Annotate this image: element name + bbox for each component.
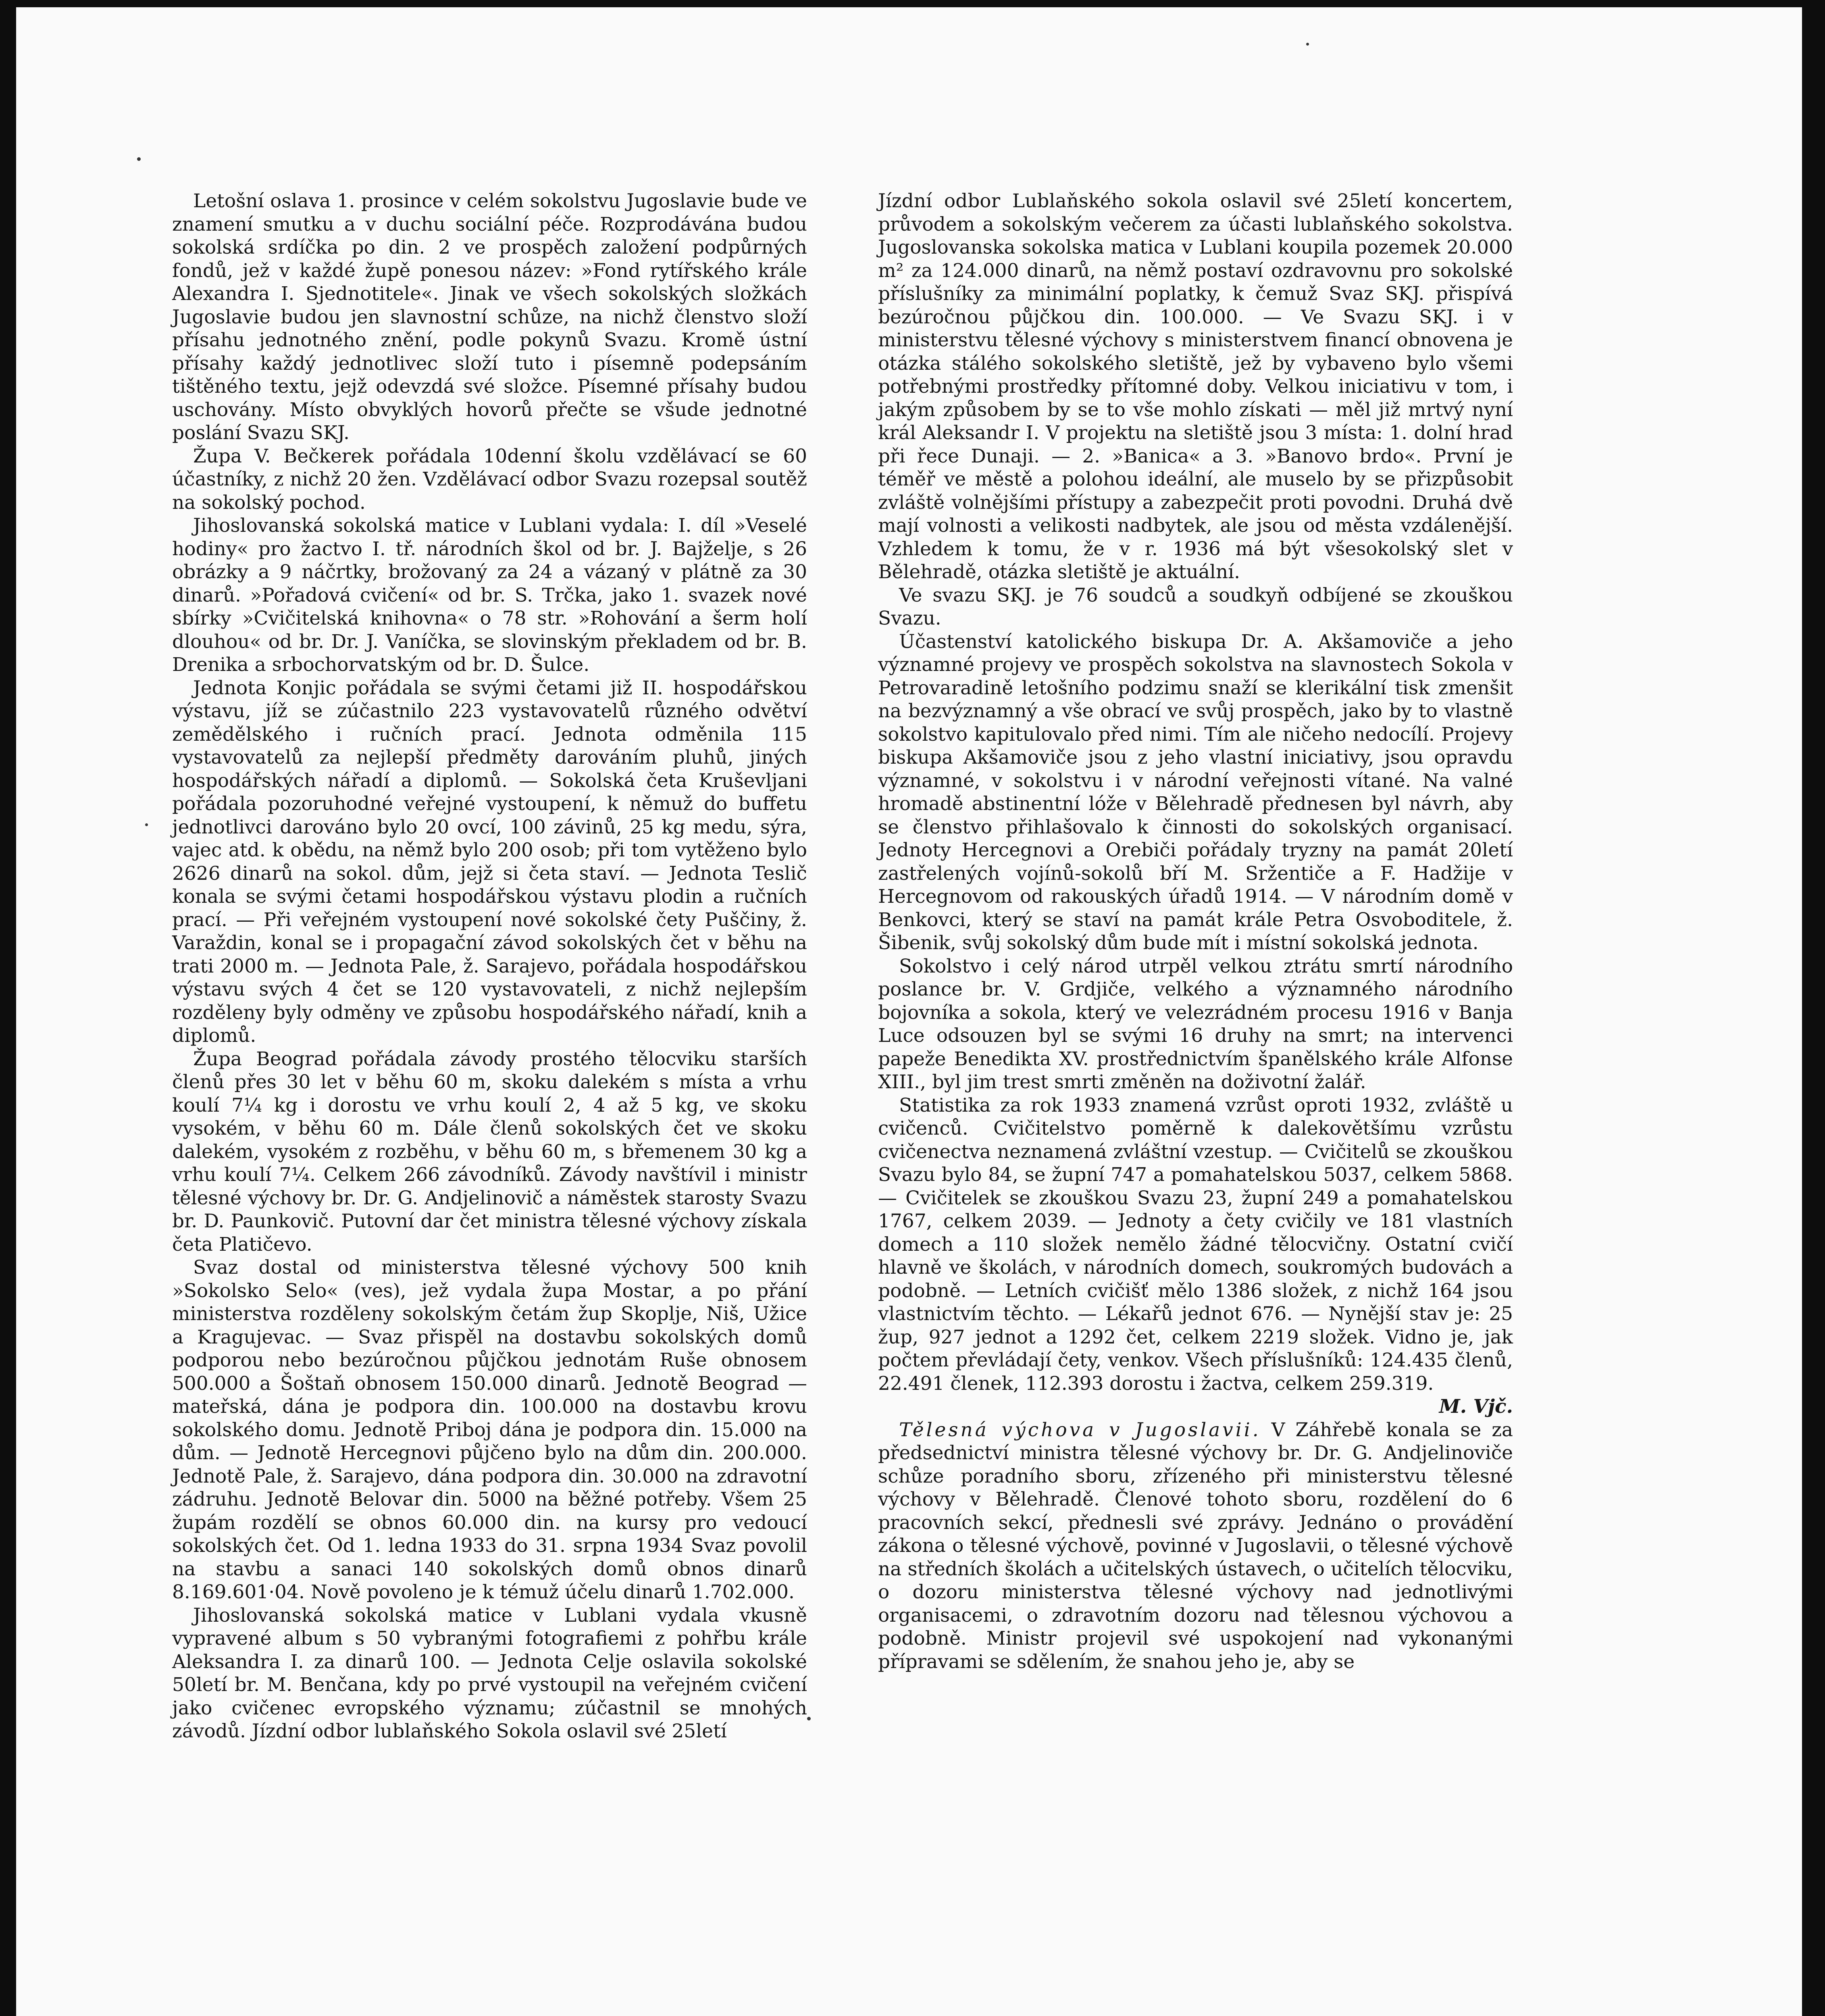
right-column bbox=[878, 190, 1513, 1673]
paragraph: Župa Beograd pořádala závody prostého tělocviku starších členů přes 30 let v běhu 60 m, skoku dalekém s místa a vrhu koulí 7¼ kg i dorostu ve vrhu koulí 2, 4 až 5 kg, ve skoku vysokém, v běhu 60 m. Dále členů sokolských čet ve skoku dalekém, vysokém z rozběhu, v běhu 60 m, s břemenem 30 kg a vrhu koulí 7¼. Celkem 266 závodníků. Závody navštívil i ministr tělesné výchovy br. Dr. G. Andjelinovič a náměstek starosty Svazu br. D. Paunkovič. Putovní dar čet ministra tělesné výchovy získala četa Platičevo. bbox=[172, 1048, 807, 1256]
final-paragraph-text: V Záhřebě konala se za předsednictví ministra tělesné výchovy br. Dr. G. Andjelinoviče schůze poradního sboru, zřízeného při ministerstvu tělesné výchovy v Bělehradě. Členové tohoto sboru, rozdělení do 6 pracovních sekcí, přednesli své zprávy. Jednáno o provádění zákona o tělesné výchově, povinné v Jugoslavii, o tělesné výchově na středních školách a učitelských ústavech, o učitelích tělocviku, o dozoru ministerstva tělesné výchovy nad jednotlivými organisacemi, o zdravotním dozoru nad tělesnou výchovou a podobně. Ministr projevil své uspokojení nad vykonanými přípravami se sdělením, že snahou jeho je, aby se bbox=[878, 1418, 1513, 1673]
paragraph: Ve svazu SKJ. je 76 soudců a soudkyň odbíjené se zkouškou Svazu. bbox=[878, 584, 1513, 629]
margin-speck bbox=[807, 1717, 811, 1720]
paragraph: Letošní oslava 1. prosince v celém sokolstvu Jugoslavie bude ve znamení smutku a v duchu sociální péče. Rozprodávána budou sokolská srdíčka po din. 2 ve prospěch založení podpůrných fondů, jež v každé župě ponesou název: »Fond rytířského krále Alexandra I. Sjednotitele«. Jinak ve všech sokolských složkách Jugoslavie budou jen slavnostní schůze, na nichž členstvo složí přísahu jednotného znění, podle pokynů Svazu. Kromě ústní přísahy každý jednotlivec složí tuto i písemně podepsáním tištěného textu, jejž odevzdá své složce. Písemné přísahy budou uschovány. Místo obvyklých hovorů přečte se všude jednotné poslání Svazu SKJ. bbox=[172, 190, 807, 444]
paragraph: Jízdní odbor Lublaňského sokola oslavil své 25letí koncertem, průvodem a sokolským večerem za účasti lublaňského sokolstva. Jugoslovanska sokolska matica v Lublani koupila pozemek 20.000 m² za 124.000 dinarů, na němž postaví ozdravovnu pro sokolské příslušníky za minimální poplatky, k čemuž Svaz SKJ. přispívá bezúročnou půjčkou din. 100.000. — Ve Svazu SKJ. i v ministerstvu tělesné výchovy s ministerstvem financí obnovena je otázka stálého sokolského sletiště, jež by vybaveno bylo všemi potřebnými prostředky přítomné doby. Velkou iniciativu v tom, i jakým způsobem by se to vše mohlo získati — měl již mrtvý nyní král Aleksandr I. V projektu na sletiště jsou 3 místa: 1. dolní hrad při řece Dunaji. — 2. »Banica« a 3. »Banovo brdo«. První je téměř ve městě a polohou ideální, ale muselo by se přizpůsobit zvláště volnějšími přístupy a zabezpečit proti povodni. Druhá dvě mají volnosti a velikosti nadbytek, ale jsou od města vzdálenější. Vzhledem k tomu, že v r. 1936 má být všesokolský slet v Bělehradě, otázka sletiště je aktuální. bbox=[878, 190, 1513, 583]
margin-speck bbox=[1306, 43, 1309, 46]
paragraph: Jihoslovanská sokolská matice v Lublani vydala: I. díl »Veselé hodiny« pro žactvo I. tř. národních škol od br. J. Bajželje, s 26 obrázky a 9 náčrtky, brožovaný za 24 a vázaný v plátně za 30 dinarů. »Pořadová cvičení« od br. S. Trčka, jako 1. svazek nové sbírky »Cvičitelská knihovna« o 78 str. »Rohování a šerm holí dlouhou« od br. Dr. J. Vaníčka, se slovinským překladem od br. B. Drenika a srbochorvatským od br. D. Šulce. bbox=[172, 514, 807, 676]
statistics-text: Statistika za rok 1933 znamená vzrůst oproti 1932, zvláště u cvičenců. Cvičitelstvo poměrně k dalekovětšímu vzrůstu cvičenectva neznamená zvláštní vzestup. — Cvičitelů se zkouškou Svazu bylo 84, se župní 747 a pomahatelskou 5037, celkem 5868. — Cvičitelek se zkouškou Svazu 23, župní 249 a pomahatelskou 1767, celkem 2039. — Jednoty a čety cvičily ve 181 vlastních domech a 110 složek nemělo žádné tělocvičny. Ostatní cvičí hlavně ve školách, v národních domech, soukromých budovách a podobně. — Letních cvičišť mělo 1386 složek, z nichž 164 jsou vlastnictvím těchto. — Lékařů jednot 676. — Nynější stav je: 25 žup, 927 jednot a 1292 čet, celkem 2219 složek. Vidno je, jak počtem převládají čety, venkov. Všech příslušníků: 124.435 členů, 22.491 členek, 112.393 dorostu i žactva, celkem 259.319. bbox=[878, 1094, 1513, 1395]
section-heading: Tělesná výchova v Jugoslavii. bbox=[899, 1418, 1261, 1441]
paragraph: Svaz dostal od ministerstva tělesné výchovy 500 knih »Sokolsko Selo« (ves), jež vydala župa Mostar, a po přání ministerstva rozděleny sokolským četám žup Skoplje, Niš, Užice a Kragujevac. — Svaz přispěl na dostavbu sokolských domů podporou nebo bezúročnou půjčkou jednotám Ruše obnosem 500.000 a Šoštaň obnosem 150.000 dinarů. Jednotě Beograd — mateřská, dána je podpora din. 100.000 na dostavbu krovu sokolského domu. Jednotě Priboj dána je podpora din. 15.000 na dům. — Jednotě Hercegnovi půjčeno bylo na dům din. 200.000. Jednotě Pale, ž. Sarajevo, dána podpora din. 30.000 na zdravotní zádruhu. Jednotě Belovar din. 5000 na běžné potřeby. Všem 25 župám rozdělí se obnos 60.000 din. na kursy pro vedoucí sokolských čet. Od 1. ledna 1933 do 31. srpna 1934 Svaz povolil na stavbu a sanaci 140 sokolských domů obnos dinarů 8.169.601·04. Nově povoleno je k témuž účelu dinarů 1.702.000. bbox=[172, 1256, 807, 1603]
final-paragraph bbox=[878, 1418, 1513, 1674]
paragraph: Sokolstvo i celý národ utrpěl velkou ztrátu smrtí národního poslance br. V. Grdjiče, velkého a významného národního bojovníka a sokola, který ve velezrádném procesu 1916 v Banja Luce odsouzen byl se svými 16 druhy na smrt; na intervenci papeže Benedikta XV. prostřednictvím španělského krále Alfonse XIII., byl jim trest smrti změněn na doživotní žalář. bbox=[878, 955, 1513, 1093]
paragraph: Župa V. Bečkerek pořádala 10denní školu vzdělávací se 60 účastníky, z nichž 20 žen. Vzdělávací odbor Svazu rozepsal soutěž na sokolský pochod. bbox=[172, 445, 807, 514]
left-column bbox=[172, 190, 807, 1743]
author-signature: M. Vjč. bbox=[1439, 1395, 1513, 1418]
paragraph: Účastenství katolického biskupa Dr. A. Akšamoviče a jeho významné projevy ve prospěch sokolstva na slavnostech Sokola v Petrovaradině letošního podzimu snaží se klerikální tisk zmenšit na bezvýznamný a vše obrací ve svůj prospěch, jako by to vlastně sokolstvo kapitulovalo před nimi. Tím ale ničeho nedocílí. Projevy biskupa Akšamoviče jsou z jeho vlastní iniciativy, jsou opravdu významné, v sokolstvu i v národní veřejnosti vítané. Na valné hromadě abstinentní lóže v Bělehradě přednesen byl návrh, aby se členstvo přihlašovalo k činnosti do sokolských organisací. Jednoty Hercegnovi a Orebiči pořádaly tryzny na památ 20letí zastřelených vojínů-sokolů bří M. Sržentiče a F. Hadžije v Hercegnovom od rakouských úřadů 1914. — V národním domě v Benkovci, který se staví na památ krále Petra Osvoboditele, ž. Šibenik, svůj sokolský dům bude mít i místní sokolská jednota. bbox=[878, 630, 1513, 954]
margin-speck bbox=[145, 823, 148, 826]
paragraph: Jednota Konjic pořádala se svými četami již II. hospodářskou výstavu, jíž se zúčastnilo 223 vystavovatelů různého odvětví zemědělského i ručních prací. Jednota odměnila 115 vystavovatelů za nejlepší předměty darováním pluhů, jiných hospodářských nářadí a diplomů. — Sokolská četa Kruševljani pořádala pozoruhodné veřejné vystoupení, k němuž do buffetu jednotlivci darováno bylo 20 ovcí, 100 závinů, 25 kg medu, sýra, vajec atd. k obědu, na němž bylo 200 osob; při tom vytěženo bylo 2626 dinarů na sokol. dům, jejž si četa staví. — Jednota Teslič konala se svými četami hospodářskou výstavu plodin a ručních prací. — Při veřejném vystoupení nové sokolské čety Puščiny, ž. Varaždin, konal se i propagační závod sokolských čet v běhu na trati 2000 m. — Jednota Pale, ž. Sarajevo, pořádala hospodářskou výstavu svých 4 čet se 120 vystavovateli, z nichž nejlepším rozděleny byly odměny ve způsobu hospodářského nářadí, knih a diplomů. bbox=[172, 677, 807, 1047]
document-page bbox=[16, 7, 1802, 2016]
margin-speck bbox=[137, 157, 141, 161]
paragraph-with-signature bbox=[878, 1094, 1513, 1418]
paragraph: Jihoslovanská sokolská matice v Lublani vydala vkusně vypravené album s 50 vybranými fotografiemi z pohřbu krále Aleksandra I. za dinarů 100. — Jednota Celje oslavila sokolské 50letí br. M. Benčana, kdy po prvé vystoupil na veřejném cvičení jako cvičenec evropského významu; zúčastnil se mnohých závodů. Jízdní odbor lublaňského Sokola oslavil své 25letí bbox=[172, 1604, 807, 1742]
